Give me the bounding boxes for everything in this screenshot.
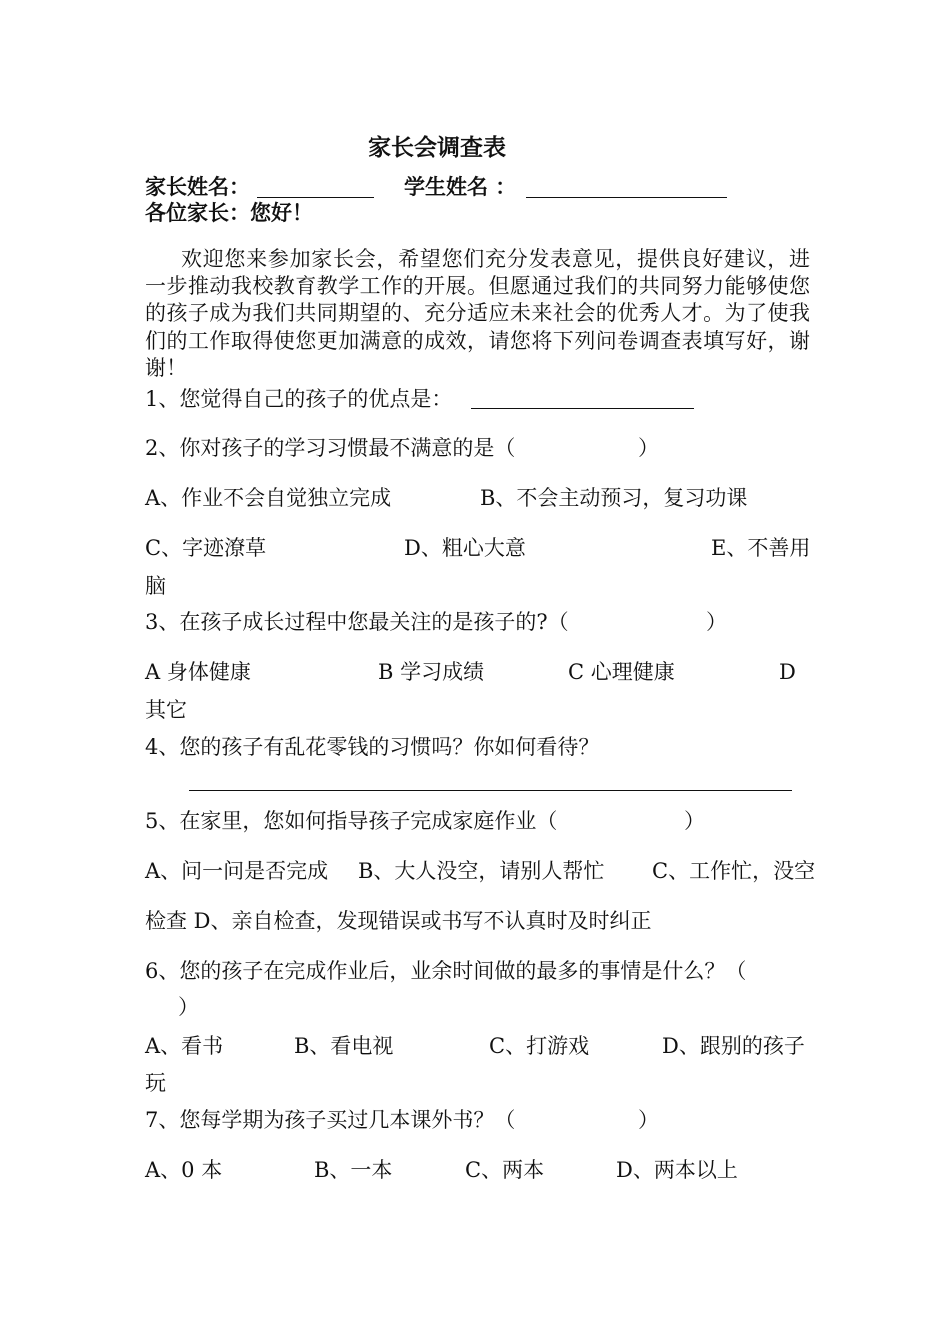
question-2: 2、你对孩子的学习习惯最不满意的是（ [145, 436, 516, 460]
question-2-option-e: E、不善用 [711, 536, 811, 560]
question-3-option-d-cont: 其它 [145, 698, 187, 722]
question-6-option-c: C、打游戏 [489, 1034, 590, 1058]
question-2-option-e-cont: 脑 [145, 574, 166, 598]
question-6-option-d-cont: 玩 [145, 1071, 166, 1095]
question-7-option-c: C、两本 [465, 1158, 545, 1182]
question-5: 5、在家里，您如何指导孩子完成家庭作业（ [145, 809, 558, 833]
question-6-close: ） [178, 995, 199, 1019]
question-3-option-c: C 心理健康 [568, 660, 675, 684]
question-6: 6、您的孩子在完成作业后，业余时间做的最多的事情是什么？（ [145, 959, 747, 983]
intro-paragraph: 欢迎您来参加家长会，希望您们充分发表意见，提供良好建议，进一步推动我校教育教学工作的开展。但愿通过我们的共同努力能够使您的孩子成为我们共同期望的、充分适应未来社会的优秀人才。为了使我们的工作取得使您更加满意的成效，请您将下列问卷调查表填写好，谢谢！ [145, 247, 810, 380]
parent-name-blank[interactable] [257, 197, 374, 198]
question-3-option-b: B 学习成绩 [378, 660, 485, 684]
question-1-blank[interactable] [471, 408, 694, 409]
question-3: 3、在孩子成长过程中您最关注的是孩子的?（ [145, 610, 569, 634]
question-2-option-a: A、作业不会自觉独立完成 [145, 486, 392, 510]
question-2-close: ） [638, 436, 659, 460]
question-2-option-c: C、字迹潦草 [145, 536, 267, 560]
question-2-option-b: B、不会主动预习，复习功课 [480, 486, 748, 510]
question-6-option-b: B、看电视 [294, 1034, 394, 1058]
question-5-option-d: 检查 D、亲自检查，发现错误或书写不认真时及时纠正 [145, 909, 652, 933]
page-title: 家长会调查表 [368, 134, 506, 161]
question-5-option-a: A、问一问是否完成 [145, 859, 329, 883]
question-7: 7、您每学期为孩子买过几本课外书？（ [145, 1108, 516, 1132]
question-5-option-b: B、大人没空，请别人帮忙 [358, 859, 605, 883]
question-6-option-d: D、跟别的孩子 [662, 1034, 805, 1058]
question-7-option-b: B、一本 [314, 1158, 393, 1182]
question-3-close: ） [706, 610, 727, 634]
question-2-option-d: D、粗心大意 [404, 536, 526, 560]
question-7-option-a: A、0 本 [145, 1158, 223, 1182]
question-4-answer-line[interactable] [189, 790, 792, 791]
question-3-option-d: D [779, 660, 796, 684]
student-name-blank[interactable] [526, 197, 727, 198]
question-3-option-a: A 身体健康 [145, 660, 251, 684]
question-5-option-c: C、工作忙，没空 [652, 859, 816, 883]
question-6-option-a: A、看书 [145, 1034, 224, 1058]
question-5-close: ） [684, 809, 705, 833]
greeting: 各位家长：您好！ [145, 200, 313, 225]
question-7-option-d: D、两本以上 [616, 1158, 738, 1182]
student-name-label: 学生姓名 ： [404, 174, 517, 199]
question-4: 4、您的孩子有乱花零钱的习惯吗？你如何看待？ [145, 735, 600, 759]
question-7-close: ） [638, 1108, 659, 1132]
parent-name-label: 家长姓名： [145, 174, 250, 199]
question-1: 1、您觉得自己的孩子的优点是： [145, 387, 453, 411]
